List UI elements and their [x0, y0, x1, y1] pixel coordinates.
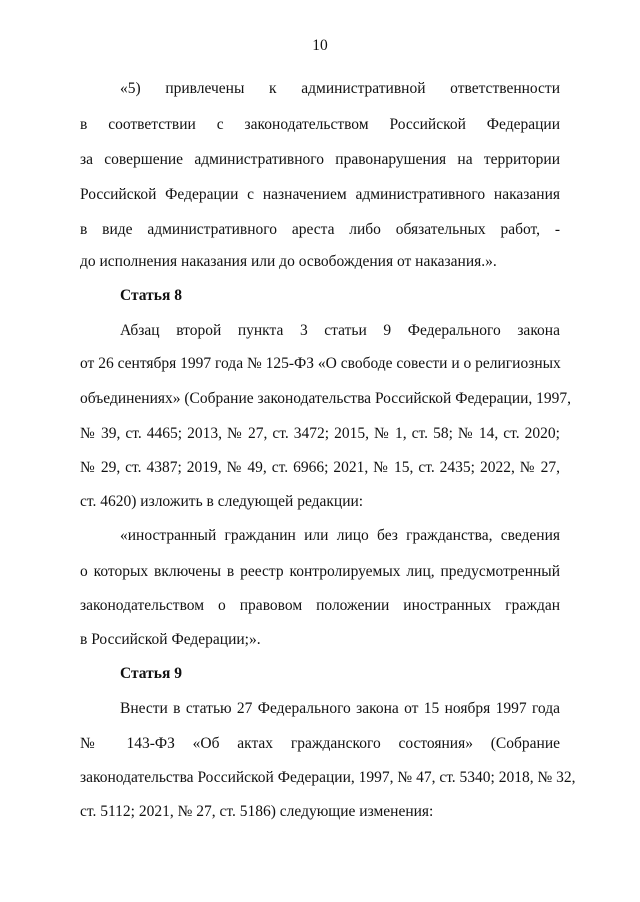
paragraph-line: о которых включены в реестр контролируемых лиц, предусмотренный	[80, 563, 560, 580]
paragraph-line: в соответствии с законодательством Российской Федерации	[80, 116, 560, 133]
paragraph-line: № 29, ст. 4387; 2019, № 49, ст. 6966; 2021, № 15, ст. 2435; 2022, № 27,	[80, 459, 560, 476]
paragraph-line: законодательства Российской Федерации, 1997, № 47, ст. 5340; 2018, № 32,	[80, 769, 576, 786]
paragraph-line: ст. 4620) изложить в следующей редакции:	[80, 493, 364, 510]
paragraph-line: № 143-ФЗ «Об актах гражданского состояния» (Собрание	[80, 735, 560, 752]
paragraph-line: от 26 сентября 1997 года № 125-ФЗ «О свободе совести и о религиозных	[80, 355, 561, 372]
paragraph-line: «5) привлечены к административной ответственности	[120, 80, 560, 97]
article-heading: Статья 9	[120, 665, 182, 682]
page-number: 10	[312, 37, 328, 54]
paragraph-line: Российской Федерации с назначением административного наказания	[80, 186, 560, 203]
paragraph-line: за совершение административного правонарушения на территории	[80, 151, 560, 168]
paragraph-line: ст. 5112; 2021, № 27, ст. 5186) следующие изменения:	[80, 803, 434, 820]
article-heading: Статья 8	[120, 287, 182, 304]
paragraph-line: Абзац второй пункта 3 статьи 9 Федерального закона	[120, 322, 560, 339]
paragraph-line: законодательством о правовом положении иностранных граждан	[80, 597, 560, 614]
paragraph-line: «иностранный гражданин или лицо без гражданства, сведения	[120, 527, 560, 544]
paragraph-line: объединениях» (Собрание законодательства Российской Федерации, 1997,	[80, 390, 572, 407]
paragraph-line: в виде административного ареста либо обязательных работ, -	[80, 221, 560, 238]
paragraph-line: Внести в статью 27 Федерального закона от 15 ноября 1997 года	[120, 700, 560, 717]
paragraph-line: в Российской Федерации;».	[80, 631, 261, 648]
paragraph-line: № 39, ст. 4465; 2013, № 27, ст. 3472; 2015, № 1, ст. 58; № 14, ст. 2020;	[80, 425, 560, 442]
paragraph-line: до исполнения наказания или до освобождения от наказания.».	[80, 253, 497, 270]
